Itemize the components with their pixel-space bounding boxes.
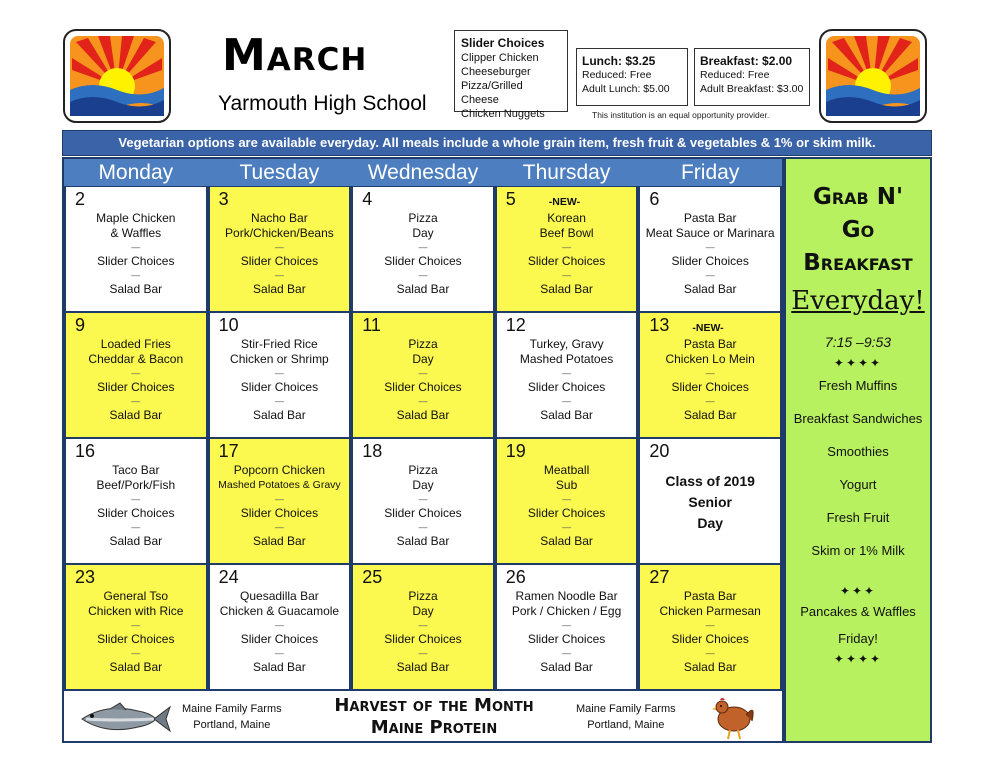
entree-line-2: & Waffles <box>110 226 162 240</box>
salad-bar-label: Salad Bar <box>109 660 163 674</box>
separator: — <box>131 242 141 252</box>
harvest-title-line-2: Maine Protein <box>370 717 498 738</box>
date-number: 13 <box>649 315 670 335</box>
week-row <box>64 186 782 312</box>
breakfast-item: Breakfast Sandwiches <box>793 411 923 426</box>
breakfast-item: Fresh Muffins <box>818 378 898 393</box>
separator: — <box>705 242 715 252</box>
separator: — <box>274 522 284 532</box>
slider-choices-label: Slider Choices <box>240 254 319 268</box>
date-number: 24 <box>218 567 239 587</box>
day-cell <box>351 312 495 438</box>
date-number: 17 <box>218 441 239 461</box>
farm-right-name: Maine Family Farms <box>576 703 676 715</box>
separator: — <box>562 368 572 378</box>
entree-line-2: Meat Sauce or Marinara <box>645 226 775 240</box>
salad-bar-label: Salad Bar <box>253 660 306 674</box>
salad-bar-label: Salad Bar <box>540 408 593 422</box>
grab-title-line-3: Breakfast <box>803 250 913 276</box>
grab-title-line-2: Go <box>841 217 875 243</box>
salad-bar-label: Salad Bar <box>540 534 593 548</box>
slider-choices-label: Slider Choices <box>97 254 175 268</box>
salad-bar-label: Salad Bar <box>253 408 306 422</box>
date-number: 18 <box>362 441 383 461</box>
day-cell <box>64 186 208 312</box>
farm-right-location: Portland, Maine <box>587 719 665 731</box>
breakfast-hours: 7:15 –9:53 <box>824 334 892 350</box>
slider-choices-label: Slider Choices <box>97 506 175 520</box>
date-number: 20 <box>649 441 670 461</box>
separator: — <box>418 270 428 280</box>
week-row <box>64 312 782 438</box>
equal-opportunity-note: This institution is an equal opportunity provider. <box>592 110 770 120</box>
slider-choices-label: Slider Choices <box>97 380 175 394</box>
star-divider: ✦✦✦✦ <box>833 652 883 666</box>
farm-right <box>576 701 676 733</box>
entree-line-1: Turkey, Gravy <box>529 337 604 351</box>
day-cell <box>638 564 782 690</box>
farm-left-name: Maine Family Farms <box>182 703 282 715</box>
separator: — <box>418 368 428 378</box>
day-cell <box>495 312 639 438</box>
slider-choices-label: Slider Choices <box>384 632 462 646</box>
separator: — <box>562 270 572 280</box>
sunset-logo-right <box>818 28 928 124</box>
date-number: 12 <box>505 315 526 335</box>
salad-bar-label: Salad Bar <box>396 534 450 548</box>
separator: — <box>705 396 715 406</box>
entree-line-2: Cheddar & Bacon <box>88 352 184 366</box>
week-row <box>64 564 782 690</box>
entree-line-2: Chicken or Shrimp <box>230 352 329 366</box>
separator: — <box>274 620 284 630</box>
breakfast-item: Smoothies <box>827 444 889 459</box>
day-cell <box>495 438 639 564</box>
slider-choices-label: Slider Choices <box>527 632 606 646</box>
date-number: 2 <box>75 189 86 209</box>
harvest-of-the-month <box>64 690 782 744</box>
separator: — <box>418 522 428 532</box>
day-cell <box>208 312 352 438</box>
menu-calendar <box>62 157 784 743</box>
day-header-friday: Friday <box>680 161 740 184</box>
date-number: 11 <box>362 315 381 335</box>
salad-bar-label: Salad Bar <box>540 660 593 674</box>
date-number: 4 <box>362 189 373 209</box>
date-number: 25 <box>362 567 383 587</box>
separator: — <box>562 648 572 658</box>
separator: — <box>274 368 284 378</box>
slider-choices-label: Slider Choices <box>240 380 319 394</box>
day-cell <box>208 186 352 312</box>
separator: — <box>705 620 715 630</box>
everyday-label: Everyday! <box>791 286 925 316</box>
separator: — <box>418 620 428 630</box>
separator: — <box>274 648 284 658</box>
entree-line-1: Ramen Noodle Bar <box>515 589 618 603</box>
school-name: Yarmouth High School <box>218 92 427 115</box>
star-divider: ✦✦✦✦ <box>833 356 883 370</box>
slider-choices-label: Slider Choices <box>384 506 462 520</box>
date-number: 3 <box>218 189 229 209</box>
entree-line-1: Quesadilla Bar <box>240 589 319 603</box>
breakfast-reduced: Reduced: Free <box>700 69 770 81</box>
entree-line-1: Pizza <box>408 211 438 225</box>
entree-line-1: Pasta Bar <box>683 211 737 225</box>
entree-line-1: Pizza <box>408 463 438 477</box>
harvest-title-line-1: Harvest of the Month <box>334 695 534 716</box>
separator: — <box>131 368 141 378</box>
slider-choices-label: Slider Choices <box>527 506 606 520</box>
slider-choices-label: Slider Choices <box>671 254 749 268</box>
entree-line-1: Pasta Bar <box>683 589 737 603</box>
slider-choices-label: Slider Choices <box>527 380 606 394</box>
week-row <box>64 438 782 564</box>
salad-bar-label: Salad Bar <box>396 408 450 422</box>
day-cell <box>638 186 782 312</box>
separator: — <box>274 270 284 280</box>
salad-bar-label: Salad Bar <box>683 282 737 296</box>
separator: — <box>562 242 572 252</box>
chicken-icon <box>710 693 756 741</box>
date-number: 9 <box>75 315 86 335</box>
entree-line-1: General Tso <box>103 589 169 603</box>
entree-line-2: Sub <box>555 478 578 492</box>
entree-line-1: Popcorn Chicken <box>233 463 326 477</box>
breakfast-item: Skim or 1% Milk <box>811 543 905 558</box>
entree-line-1: Pizza <box>408 337 438 351</box>
slider-item: Cheeseburger <box>461 66 531 78</box>
entree-line-1: Korean <box>547 211 586 225</box>
entree-line-1: Nacho Bar <box>251 211 308 225</box>
farm-left-location: Portland, Maine <box>193 719 271 731</box>
slider-choices-box <box>454 30 568 120</box>
month-title: March <box>222 30 368 81</box>
separator: — <box>131 522 141 532</box>
day-cell <box>351 564 495 690</box>
salad-bar-label: Salad Bar <box>396 282 450 296</box>
slider-item: Clipper Chicken <box>461 52 539 64</box>
entree-line-2: Beef/Pork/Fish <box>96 478 176 492</box>
day-cell <box>64 438 208 564</box>
separator: — <box>274 494 284 504</box>
harvest-title <box>314 695 554 739</box>
slider-choices-label: Slider Choices <box>97 632 175 646</box>
sunset-logo-left <box>62 28 172 124</box>
date-number: 23 <box>75 567 96 587</box>
entree-line-1: Pasta Bar <box>683 337 737 351</box>
date-number: 10 <box>218 315 239 335</box>
entree-line-2: Pork/Chicken/Beans <box>225 226 334 240</box>
slider-choices-label: Slider Choices <box>671 380 749 394</box>
slider-choices-label: Slider Choices <box>384 254 462 268</box>
salad-bar-label: Salad Bar <box>683 660 737 674</box>
fish-icon <box>76 699 172 739</box>
breakfast-price-box <box>694 48 810 106</box>
entree-line-1: Pizza <box>408 589 438 603</box>
separator: — <box>562 522 572 532</box>
separator: — <box>418 494 428 504</box>
salad-bar-label: Salad Bar <box>109 408 163 422</box>
entree-line-1: Meatball <box>543 463 590 477</box>
entree-line-2: Beef Bowl <box>539 226 594 240</box>
separator: — <box>274 396 284 406</box>
entree-line-2: Day <box>412 604 434 618</box>
breakfast-item: Fresh Fruit <box>826 510 890 525</box>
slider-choices-label: Slider Choices <box>384 380 462 394</box>
vegetarian-banner: Vegetarian options are available everyday. All meals include a whole grain item, fresh fruit & vegetables & 1% or skim milk. <box>62 130 932 156</box>
day-cell <box>208 564 352 690</box>
salad-bar-label: Salad Bar <box>683 408 737 422</box>
day-cell <box>495 186 639 312</box>
date-number: 27 <box>649 567 670 587</box>
grab-title <box>786 181 930 280</box>
new-badge: -NEW- <box>692 322 724 334</box>
separator: — <box>131 648 141 658</box>
pancakes-line-2: Friday! <box>838 631 878 646</box>
separator: — <box>562 620 572 630</box>
lunch-price-box <box>576 48 688 106</box>
separator: — <box>562 494 572 504</box>
day-cell <box>351 438 495 564</box>
entree-line-2: Chicken Parmesan <box>659 604 761 618</box>
entree-line-1: Maple Chicken <box>96 211 176 225</box>
separator: — <box>705 270 715 280</box>
day-header-monday: Monday <box>98 161 174 184</box>
slider-item: Pizza/Grilled Cheese <box>461 80 523 106</box>
entree-line-1: Stir-Fried Rice <box>241 337 318 351</box>
date-number: 19 <box>505 441 526 461</box>
date-number: 6 <box>649 189 660 209</box>
lunch-price: Lunch: $3.25 <box>582 54 656 68</box>
entree-line-2: Chicken with Rice <box>88 604 184 618</box>
entree-line-2: Day <box>412 226 434 240</box>
senior-day-line-2: Senior <box>688 494 732 510</box>
grab-title-line-1: Grab N' <box>812 184 904 210</box>
separator: — <box>418 396 428 406</box>
lunch-reduced: Reduced: Free <box>582 69 652 81</box>
entree-line-2: Mashed Potatoes <box>519 352 614 366</box>
pancakes-line-1: Pancakes & Waffles <box>800 604 916 619</box>
day-cell <box>351 186 495 312</box>
separator: — <box>131 620 141 630</box>
entree-line-2: Chicken Lo Mein <box>665 352 755 366</box>
separator: — <box>705 648 715 658</box>
day-cell <box>208 438 352 564</box>
lunch-adult: Adult Lunch: $5.00 <box>582 83 670 95</box>
slider-item: Chicken Nuggets <box>461 108 545 120</box>
day-cell <box>64 564 208 690</box>
day-cell <box>64 312 208 438</box>
day-header-thursday: Thursday <box>522 161 611 184</box>
date-number: 26 <box>505 567 526 587</box>
day-header-row <box>64 159 782 186</box>
entree-line-1: Taco Bar <box>112 463 160 477</box>
senior-day-line-3: Day <box>697 515 724 531</box>
senior-day-line-1: Class of 2019 <box>665 473 755 489</box>
breakfast-adult: Adult Breakfast: $3.00 <box>700 83 804 95</box>
separator: — <box>131 396 141 406</box>
separator: — <box>705 368 715 378</box>
slider-choices-title: Slider Choices <box>461 36 545 50</box>
farm-left <box>182 701 282 733</box>
breakfast-price: Breakfast: $2.00 <box>700 54 793 68</box>
star-divider: ✦✦✦ <box>839 584 877 598</box>
salad-bar-label: Salad Bar <box>253 282 306 296</box>
date-number: 16 <box>75 441 96 461</box>
day-cell-senior-day <box>638 438 782 564</box>
day-cell <box>495 564 639 690</box>
separator: — <box>562 396 572 406</box>
slider-choices-label: Slider Choices <box>240 506 319 520</box>
salad-bar-label: Salad Bar <box>253 534 306 548</box>
slider-choices-label: Slider Choices <box>527 254 606 268</box>
date-number: 5 <box>505 189 516 209</box>
day-header-tuesday: Tuesday <box>239 161 320 184</box>
separator: — <box>418 648 428 658</box>
entree-line-2: Pork / Chicken / Egg <box>511 604 622 618</box>
separator: — <box>131 494 141 504</box>
separator: — <box>131 270 141 280</box>
entree-line-2: Day <box>412 478 434 492</box>
salad-bar-label: Salad Bar <box>109 282 163 296</box>
separator: — <box>418 242 428 252</box>
entree-line-1: Loaded Fries <box>100 337 171 351</box>
new-badge: -NEW- <box>548 196 581 208</box>
salad-bar-label: Salad Bar <box>540 282 593 296</box>
day-header-wednesday: Wednesday <box>367 161 479 184</box>
day-cell <box>638 312 782 438</box>
entree-line-2: Chicken & Guacamole <box>219 604 340 618</box>
breakfast-item: Yogurt <box>839 477 877 492</box>
entree-line-2: Day <box>412 352 434 366</box>
slider-choices-label: Slider Choices <box>240 632 319 646</box>
salad-bar-label: Salad Bar <box>109 534 163 548</box>
separator: — <box>274 242 284 252</box>
grab-n-go-breakfast-panel <box>784 157 932 743</box>
salad-bar-label: Salad Bar <box>396 660 450 674</box>
entree-line-2: Mashed Potatoes & Gravy <box>218 479 341 491</box>
slider-choices-label: Slider Choices <box>671 632 749 646</box>
